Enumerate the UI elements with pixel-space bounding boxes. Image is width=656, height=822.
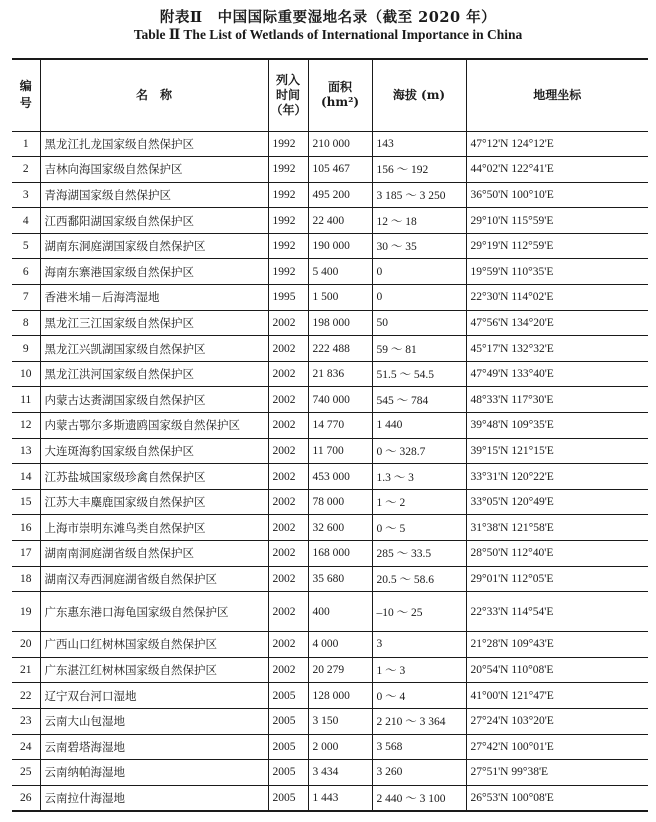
table-row xyxy=(12,233,648,259)
cell-number: 18 xyxy=(12,566,40,592)
cell-area: 453 000 xyxy=(308,464,372,490)
cell-area: 35 680 xyxy=(308,566,372,592)
cell-name: 内蒙古鄂尔多斯遗鸥国家级自然保护区 xyxy=(40,413,268,439)
cell-year: 2002 xyxy=(268,387,308,413)
cell-number: 23 xyxy=(12,708,40,734)
cell-name: 湖南汉寿西洞庭湖省级自然保护区 xyxy=(40,566,268,592)
cell-number: 1 xyxy=(12,131,40,157)
cell-number: 15 xyxy=(12,489,40,515)
cell-area: 3 150 xyxy=(308,708,372,734)
cell-coordinates: 27°24'N 103°20'E xyxy=(466,708,648,734)
cell-name: 黑龙江兴凯湖国家级自然保护区 xyxy=(40,336,268,362)
cell-area: 400 xyxy=(308,592,372,632)
table-row xyxy=(12,489,648,515)
header-name: 名 称 xyxy=(40,59,268,131)
table-row xyxy=(12,566,648,592)
cell-area: 21 836 xyxy=(308,361,372,387)
table-row xyxy=(12,285,648,311)
table-title-chinese: 附表Ⅱ 中国国际重要湿地名录（截至 2020 年） xyxy=(159,9,497,26)
cell-name: 大连斑海豹国家级自然保护区 xyxy=(40,438,268,464)
cell-area: 2 000 xyxy=(308,734,372,760)
cell-number: 26 xyxy=(12,785,40,811)
cell-altitude: 0 ～ 4 xyxy=(372,683,466,709)
cell-altitude: 545 ～ 784 xyxy=(372,387,466,413)
cell-year: 1992 xyxy=(268,182,308,208)
cell-coordinates: 22°33'N 114°54'E xyxy=(466,592,648,632)
cell-coordinates: 26°53'N 100°08'E xyxy=(466,785,648,811)
table-row xyxy=(12,541,648,567)
cell-name: 青海湖国家级自然保护区 xyxy=(40,182,268,208)
table-row xyxy=(12,632,648,658)
cell-altitude: 20.5 ～ 58.6 xyxy=(372,566,466,592)
cell-year: 2002 xyxy=(268,515,308,541)
cell-coordinates: 47°12'N 124°12'E xyxy=(466,131,648,157)
cell-year: 1992 xyxy=(268,259,308,285)
table-title-english: Table Ⅱ The List of Wetlands of International Importance in China xyxy=(133,27,523,42)
table-row xyxy=(12,182,648,208)
cell-name: 云南纳帕海湿地 xyxy=(40,760,268,786)
cell-altitude: 3 568 xyxy=(372,734,466,760)
cell-name: 湖南东洞庭湖国家级自然保护区 xyxy=(40,233,268,259)
cell-area: 105 467 xyxy=(308,157,372,183)
cell-altitude: 0 ～ 328.7 xyxy=(372,438,466,464)
cell-number: 21 xyxy=(12,657,40,683)
cell-coordinates: 31°38'N 121°58'E xyxy=(466,515,648,541)
cell-area: 495 200 xyxy=(308,182,372,208)
cell-year: 1995 xyxy=(268,285,308,311)
cell-name: 黑龙江扎龙国家级自然保护区 xyxy=(40,131,268,157)
cell-year: 2002 xyxy=(268,632,308,658)
cell-altitude: 0 xyxy=(372,259,466,285)
cell-year: 2002 xyxy=(268,541,308,567)
cell-year: 2002 xyxy=(268,592,308,632)
cell-number: 25 xyxy=(12,760,40,786)
cell-year: 2005 xyxy=(268,785,308,811)
wetlands-table xyxy=(12,58,648,812)
table-row xyxy=(12,310,648,336)
cell-altitude: 0 xyxy=(372,285,466,311)
cell-name: 江苏大丰麋鹿国家级自然保护区 xyxy=(40,489,268,515)
table-row xyxy=(12,464,648,490)
table-body xyxy=(12,131,648,811)
cell-altitude: 2 210 ～ 3 364 xyxy=(372,708,466,734)
cell-name: 广东湛江红树林国家级自然保护区 xyxy=(40,657,268,683)
table-row xyxy=(12,438,648,464)
cell-year: 2002 xyxy=(268,361,308,387)
cell-altitude: 0 ～ 5 xyxy=(372,515,466,541)
cell-coordinates: 39°15'N 121°15'E xyxy=(466,438,648,464)
cell-altitude: 156 ～ 192 xyxy=(372,157,466,183)
cell-area: 1 500 xyxy=(308,285,372,311)
cell-coordinates: 29°01'N 112°05'E xyxy=(466,566,648,592)
cell-year: 2002 xyxy=(268,464,308,490)
cell-name: 黑龙江洪河国家级自然保护区 xyxy=(40,361,268,387)
cell-number: 4 xyxy=(12,208,40,234)
cell-year: 2002 xyxy=(268,310,308,336)
cell-year: 2005 xyxy=(268,708,308,734)
cell-area: 20 279 xyxy=(308,657,372,683)
cell-name: 湖南南洞庭湖省级自然保护区 xyxy=(40,541,268,567)
cell-year: 2005 xyxy=(268,760,308,786)
cell-coordinates: 29°19'N 112°59'E xyxy=(466,233,648,259)
cell-year: 1992 xyxy=(268,233,308,259)
cell-coordinates: 33°05'N 120°49'E xyxy=(466,489,648,515)
cell-name: 内蒙古达赉湖国家级自然保护区 xyxy=(40,387,268,413)
cell-number: 6 xyxy=(12,259,40,285)
cell-number: 19 xyxy=(12,592,40,632)
cell-area: 22 400 xyxy=(308,208,372,234)
cell-coordinates: 39°48'N 109°35'E xyxy=(466,413,648,439)
header-year-listed: 列入 时间 （年） xyxy=(268,59,308,131)
cell-coordinates: 41°00'N 121°47'E xyxy=(466,683,648,709)
cell-area: 210 000 xyxy=(308,131,372,157)
table-row xyxy=(12,760,648,786)
cell-name: 黑龙江三江国家级自然保护区 xyxy=(40,310,268,336)
cell-name: 吉林向海国家级自然保护区 xyxy=(40,157,268,183)
cell-area: 4 000 xyxy=(308,632,372,658)
cell-area: 222 488 xyxy=(308,336,372,362)
cell-altitude: –10 ～ 25 xyxy=(372,592,466,632)
cell-area: 78 000 xyxy=(308,489,372,515)
table-row xyxy=(12,131,648,157)
cell-number: 2 xyxy=(12,157,40,183)
cell-coordinates: 22°30'N 114°02'E xyxy=(466,285,648,311)
cell-area: 168 000 xyxy=(308,541,372,567)
cell-coordinates: 45°17'N 132°32'E xyxy=(466,336,648,362)
cell-area: 190 000 xyxy=(308,233,372,259)
table-row xyxy=(12,208,648,234)
cell-altitude: 50 xyxy=(372,310,466,336)
table-row xyxy=(12,361,648,387)
cell-year: 2002 xyxy=(268,438,308,464)
cell-coordinates: 44°02'N 122°41'E xyxy=(466,157,648,183)
cell-coordinates: 36°50'N 100°10'E xyxy=(466,182,648,208)
header-altitude: 海拔 (m) xyxy=(372,59,466,131)
cell-name: 辽宁双台河口湿地 xyxy=(40,683,268,709)
cell-altitude: 12 ～ 18 xyxy=(372,208,466,234)
cell-area: 1 443 xyxy=(308,785,372,811)
cell-year: 2002 xyxy=(268,657,308,683)
cell-name: 云南碧塔海湿地 xyxy=(40,734,268,760)
cell-number: 22 xyxy=(12,683,40,709)
table-row xyxy=(12,683,648,709)
cell-number: 12 xyxy=(12,413,40,439)
cell-year: 1992 xyxy=(268,157,308,183)
header-number: 编 号 xyxy=(12,59,40,131)
cell-altitude: 2 440 ～ 3 100 xyxy=(372,785,466,811)
cell-year: 1992 xyxy=(268,208,308,234)
cell-year: 2002 xyxy=(268,566,308,592)
cell-number: 11 xyxy=(12,387,40,413)
cell-number: 3 xyxy=(12,182,40,208)
cell-altitude: 30 ～ 35 xyxy=(372,233,466,259)
table-row xyxy=(12,657,648,683)
table-row xyxy=(12,708,648,734)
cell-number: 9 xyxy=(12,336,40,362)
cell-altitude: 3 xyxy=(372,632,466,658)
cell-number: 20 xyxy=(12,632,40,658)
cell-name: 广西山口红树林国家级自然保护区 xyxy=(40,632,268,658)
cell-altitude: 143 xyxy=(372,131,466,157)
cell-altitude: 51.5 ～ 54.5 xyxy=(372,361,466,387)
cell-area: 128 000 xyxy=(308,683,372,709)
cell-number: 7 xyxy=(12,285,40,311)
cell-year: 1992 xyxy=(268,131,308,157)
cell-year: 2005 xyxy=(268,683,308,709)
cell-coordinates: 28°50'N 112°40'E xyxy=(466,541,648,567)
cell-name: 香港米埔－后海湾湿地 xyxy=(40,285,268,311)
cell-name: 江苏盐城国家级珍禽自然保护区 xyxy=(40,464,268,490)
cell-year: 2002 xyxy=(268,336,308,362)
cell-year: 2005 xyxy=(268,734,308,760)
cell-year: 2002 xyxy=(268,489,308,515)
table-header-row xyxy=(12,59,648,131)
table-row xyxy=(12,413,648,439)
cell-name: 广东惠东港口海龟国家级自然保护区 xyxy=(40,592,268,632)
cell-coordinates: 29°10'N 115°59'E xyxy=(466,208,648,234)
cell-area: 740 000 xyxy=(308,387,372,413)
cell-altitude: 3 185 ～ 3 250 xyxy=(372,182,466,208)
cell-name: 云南大山包湿地 xyxy=(40,708,268,734)
cell-area: 14 770 xyxy=(308,413,372,439)
table-row xyxy=(12,515,648,541)
table-row xyxy=(12,592,648,632)
cell-coordinates: 47°56'N 134°20'E xyxy=(466,310,648,336)
table-row xyxy=(12,157,648,183)
cell-coordinates: 48°33'N 117°30'E xyxy=(466,387,648,413)
cell-name: 上海市崇明东滩鸟类自然保护区 xyxy=(40,515,268,541)
cell-name: 云南拉什海湿地 xyxy=(40,785,268,811)
cell-number: 10 xyxy=(12,361,40,387)
cell-coordinates: 27°51'N 99°38'E xyxy=(466,760,648,786)
cell-number: 13 xyxy=(12,438,40,464)
cell-number: 16 xyxy=(12,515,40,541)
cell-number: 14 xyxy=(12,464,40,490)
cell-altitude: 1 ～ 2 xyxy=(372,489,466,515)
cell-coordinates: 27°42'N 100°01'E xyxy=(466,734,648,760)
table-row xyxy=(12,387,648,413)
header-coordinates: 地理坐标 xyxy=(466,59,648,131)
table-row xyxy=(12,734,648,760)
cell-name: 江西鄱阳湖国家级自然保护区 xyxy=(40,208,268,234)
header-area: 面积 (hm²) xyxy=(308,59,372,131)
cell-altitude: 59 ～ 81 xyxy=(372,336,466,362)
cell-year: 2002 xyxy=(268,413,308,439)
cell-coordinates: 47°49'N 133°40'E xyxy=(466,361,648,387)
cell-area: 3 434 xyxy=(308,760,372,786)
cell-coordinates: 33°31'N 120°22'E xyxy=(466,464,648,490)
cell-altitude: 285 ～ 33.5 xyxy=(372,541,466,567)
cell-area: 11 700 xyxy=(308,438,372,464)
cell-area: 5 400 xyxy=(308,259,372,285)
cell-altitude: 1 ～ 3 xyxy=(372,657,466,683)
table-row xyxy=(12,259,648,285)
table-row xyxy=(12,785,648,811)
cell-coordinates: 20°54'N 110°08'E xyxy=(466,657,648,683)
cell-number: 24 xyxy=(12,734,40,760)
cell-number: 8 xyxy=(12,310,40,336)
cell-coordinates: 19°59'N 110°35'E xyxy=(466,259,648,285)
cell-number: 5 xyxy=(12,233,40,259)
table-row xyxy=(12,336,648,362)
cell-altitude: 3 260 xyxy=(372,760,466,786)
cell-area: 32 600 xyxy=(308,515,372,541)
cell-number: 17 xyxy=(12,541,40,567)
cell-area: 198 000 xyxy=(308,310,372,336)
cell-name: 海南东寨港国家级自然保护区 xyxy=(40,259,268,285)
cell-coordinates: 21°28'N 109°43'E xyxy=(466,632,648,658)
cell-altitude: 1 440 xyxy=(372,413,466,439)
cell-altitude: 1.3 ～ 3 xyxy=(372,464,466,490)
